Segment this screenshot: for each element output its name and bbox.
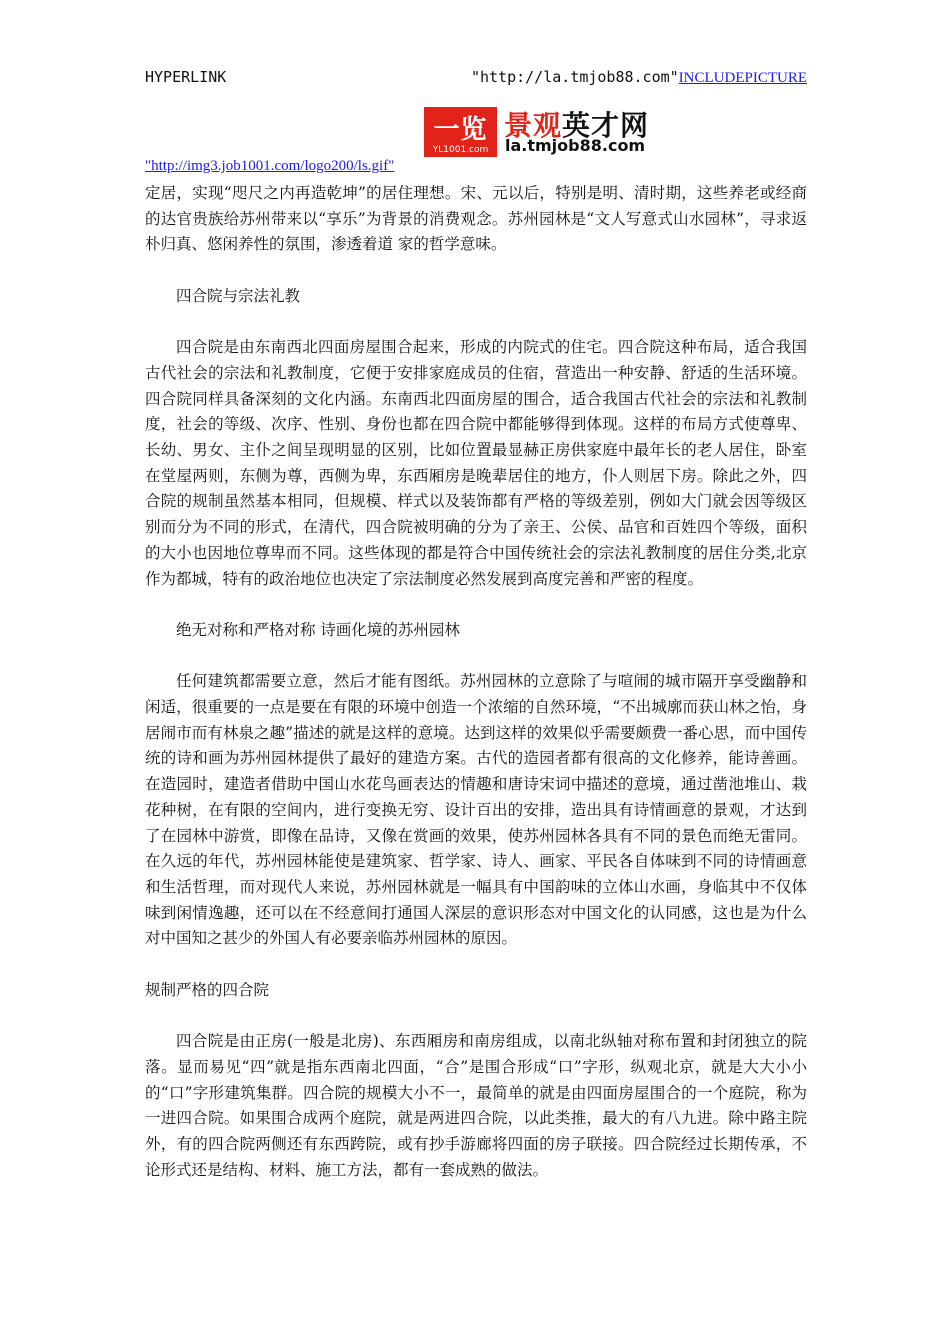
logo-badge-text: 一览 — [433, 115, 488, 145]
logo-name-dark: 英才网 — [562, 109, 650, 142]
hyperlink-field-code: HYPERLINK — [145, 68, 227, 86]
paragraph: 定居，实现“咫尺之内再造乾坤”的居住理想。宋、元以后，特别是明、清时期，这些养老或经商的达官贵族给苏州带来以“享乐”为背景的消费观念。苏州园林是“文人写意式山水园林”，寻求返朴归真、悠闲养性的氛围，渗透着道 家的哲学意味。 — [145, 184, 807, 254]
header-url-text: "http://la.tmjob88.com" — [470, 68, 679, 86]
paragraph: 四合院是由正房(一般是北房)、东西厢房和南房组成，以南北纵轴对称布置和封闭独立的院落。显而易见“四”就是指东西南北四面，“合”是围合形成“口”字形，纵观北京，就是大大小小的“口”字形建筑集群。四合院的规模大小不一，最简单的就是由四面房屋围合的一个庭院，称为一进四合院。如果围合成两个庭院，就是两进四合院，以此类推，最大的有八九进。除中路主院外，有的四合院两侧还有东西跨院，或有抄手游廊将四面的房子联接。四合院经过长期传承，不论形式还是结构、材料、施工方法，都有一套成熟的做法。 — [145, 1032, 807, 1179]
page-header — [145, 68, 807, 90]
section-heading: 规制严格的四合院 — [145, 980, 270, 999]
logo-badge-subtext: YL1001.com — [432, 145, 489, 155]
header-url-line — [471, 68, 807, 87]
site-logo[interactable] — [424, 104, 664, 158]
includepicture-link[interactable]: INCLUDEPICTURE — [678, 70, 807, 86]
image-url-link[interactable]: "http://img3.job1001.com/logo200/ls.gif" — [145, 158, 395, 174]
section-heading: 绝无对称和严格对称 诗画化境的苏州园林 — [176, 620, 460, 639]
paragraph: 四合院是由东南西北四面房屋围合起来，形成的内院式的住宅。四合院这种布局，适合我国古代社会的宗法和礼教制度，它便于安排家庭成员的住宿，营造出一种安静、舒适的生活环境。四合院同样具备深刻的文化内涵。东南西北四面房屋的围合，适合我国古代社会的宗法和礼教制度，社会的等级、次序、性别、身份也都在四合院中都能够得到体现。这样的布局方式使尊卑、长幼、男女、主仆之间呈现明显的区别，比如位置最显赫正房供家庭中最年长的老人居住，卧室在堂屋两则，东侧为尊，西侧为卑，东西厢房是晚辈居住的地方，仆人则居下房。除此之外，四合院的规制虽然基本相同，但规模、样式以及装饰都有严格的等级差别，例如大门就会因等级区别而分为不同的形式，在清代，四合院被明确的分为了亲王、公侯、品官和百姓四个等级，面积的大小也因地位尊卑而不同。这些体现的都是符合中国传统社会的宗法礼教制度的居住分类,北京作为都城，特有的政治地位也决定了宗法制度必然发展到高度完善和严密的程度。 — [145, 338, 807, 588]
logo-name-red: 景观 — [504, 109, 563, 142]
section-heading: 四合院与宗法礼教 — [176, 286, 301, 305]
article-body — [145, 181, 807, 1183]
paragraph: 任何建筑都需要立意，然后才能有图纸。苏州园林的立意除了与喧闹的城市隔开享受幽静和闲适，很重要的一点是要在有限的环境中创造一个浓缩的自然环境，“不出城廓而获山林之怡，身 居闹市而有林泉之趣”描述的就是这样的意境。达到这样的效果似乎需要颇费一番心思，而中国传统的诗和画为苏州园林提供了最好的建造方案。古代的造园者都有很高的文化修养，能诗善画。在造园时，建造者借助中国山水花鸟画表达的情趣和唐诗宋词中描述的意境，通过凿池堆山、栽花种树，在有限的空间内，进行变换无穷、设计百出的安排，造出具有诗情画意的景观，才达到了在园林中游赏，即像在品诗，又像在赏画的效果，使苏州园林各具有不同的景色而绝无雷同。在久远的年代，苏州园林能使是建筑家、哲学家、诗人、画家、平民各自体味到不同的诗情画意和生活哲理，而对现代人来说，苏州园林就是一幅具有中国韵味的立体山水画，身临其中不仅体味到闲情逸趣，还可以在不经意间打通国人深层的意识形态对中国文化的认同感，这也是为什么对中国知之甚少的外国人有必要亲临苏州园林的原因。 — [145, 672, 807, 948]
logo-badge — [424, 107, 497, 157]
logo-domain: la.tmjob88.com — [505, 136, 646, 155]
